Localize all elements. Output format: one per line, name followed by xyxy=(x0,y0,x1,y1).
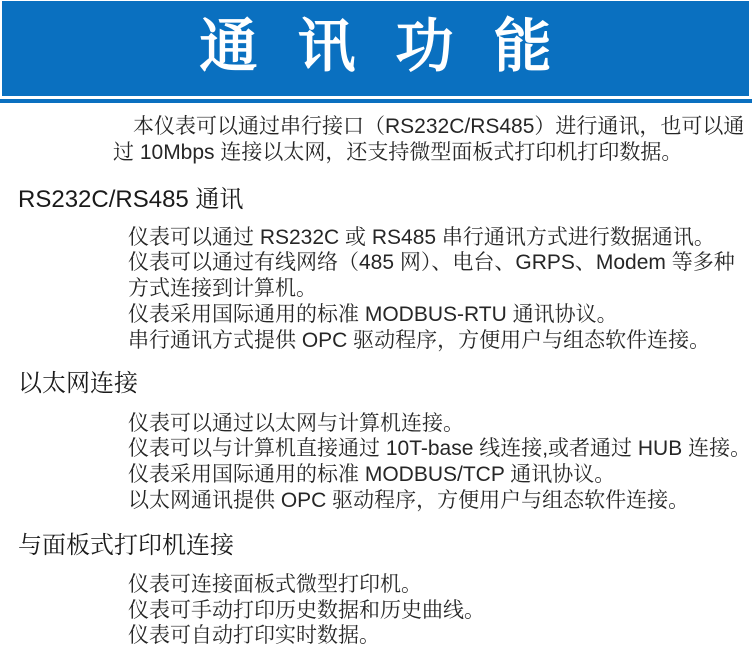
title-banner xyxy=(2,1,749,96)
section-body xyxy=(0,572,752,649)
body-line: 方式连接到计算机。 xyxy=(128,277,317,301)
intro-line: 本仪表可以通过串行接口（RS232C/RS485）进行通讯，也可以通 xyxy=(133,115,745,138)
body-line: 仪表可连接面板式微型打印机。 xyxy=(128,572,422,596)
intro-paragraph xyxy=(113,114,752,166)
section-heading: 与面板式打印机连接 xyxy=(18,531,234,559)
body-line: 串行通讯方式提供 OPC 驱动程序，方便用户与组态软件连接。 xyxy=(128,328,711,352)
body-line: 以太网通讯提供 OPC 驱动程序，方便用户与组态软件连接。 xyxy=(128,488,690,512)
body-line: 仪表可自动打印实时数据。 xyxy=(128,624,380,648)
body-line: 仪表可以通过有线网络（485 网）、电台、GRPS、Modem 等多种 xyxy=(128,251,735,275)
body-line: 仪表采用国际通用的标准 MODBUS/TCP 通讯协议。 xyxy=(128,463,616,487)
section-body xyxy=(0,225,752,354)
section-panel-printer xyxy=(0,532,752,649)
body-line: 仪表可手动打印历史数据和历史曲线。 xyxy=(128,598,485,622)
section-heading: 以太网连接 xyxy=(18,369,138,397)
intro-line: 过 10Mbps 连接以太网，还支持微型面板式打印机打印数据。 xyxy=(113,140,683,164)
page-title: 通 讯 功 能 xyxy=(199,13,564,79)
section-body xyxy=(0,411,752,514)
body-line: 仪表可以通过以太网与计算机连接。 xyxy=(128,411,464,435)
body-line: 仪表可以与计算机直接通过 10T-base 线连接,或者通过 HUB 连接。 xyxy=(128,437,752,461)
body-line: 仪表采用国际通用的标准 MODBUS-RTU 通讯协议。 xyxy=(128,302,618,326)
body-line: 仪表可以通过 RS232C 或 RS485 串行通讯方式进行数据通讯。 xyxy=(128,225,715,249)
section-rs232c-rs485 xyxy=(0,186,752,354)
document-content xyxy=(0,103,752,649)
section-heading: RS232C/RS485 通讯 xyxy=(18,185,244,213)
section-ethernet xyxy=(0,370,752,514)
